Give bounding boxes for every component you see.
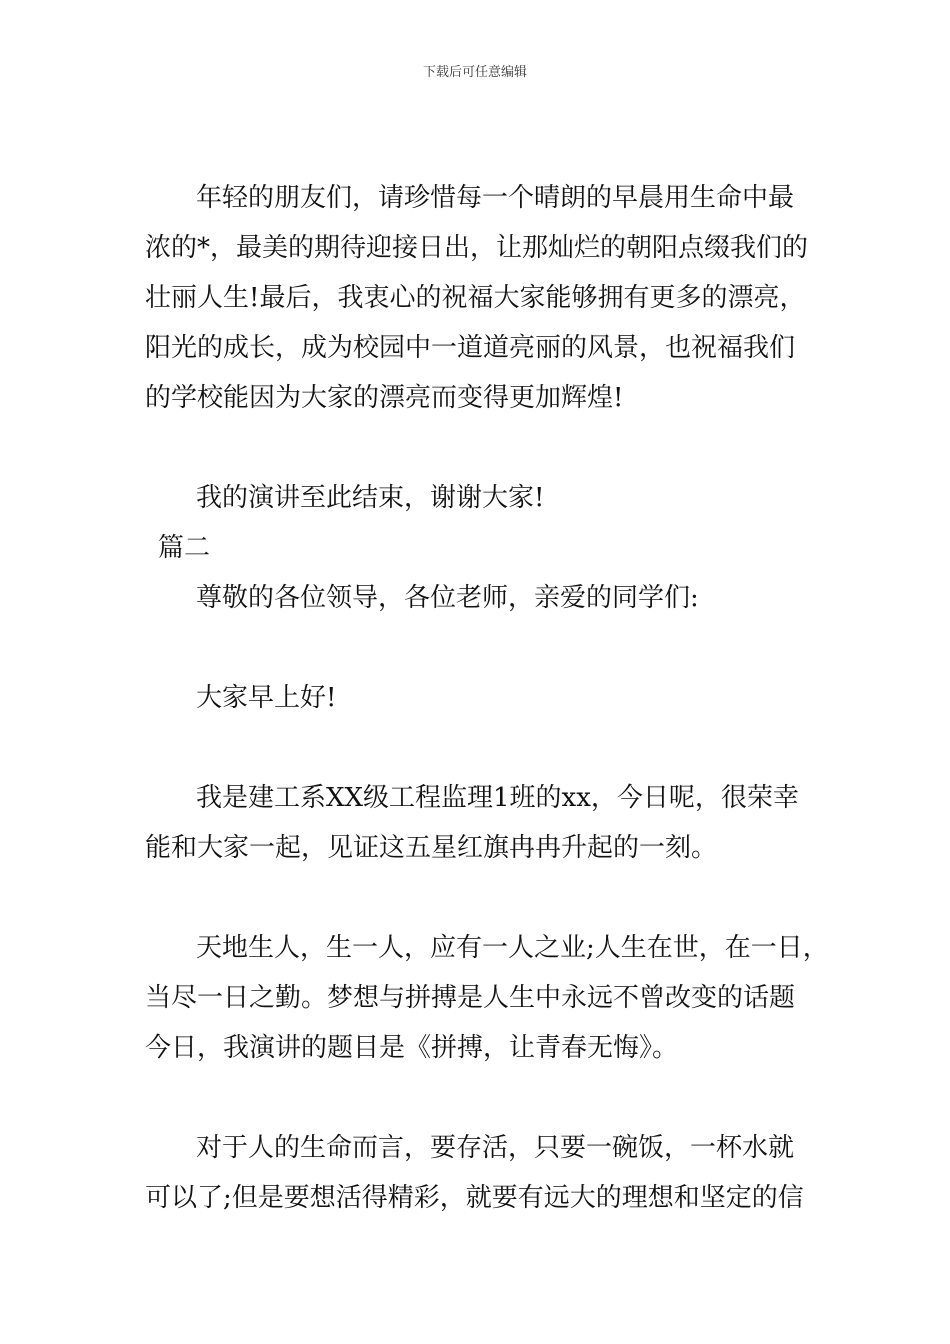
paragraph-line: 对于人的生命而言，要存活，只要一碗饭，一杯水就	[196, 1133, 795, 1163]
paragraph-line: 的学校能因为大家的漂亮而变得更加辉煌!	[145, 383, 624, 413]
salutation-line: 尊敬的各位领导，各位老师，亲爱的同学们:	[196, 583, 699, 613]
section-heading: 篇二	[158, 533, 211, 563]
paragraph-line: 年轻的朋友们，请珍惜每一个晴朗的早晨用生命中最	[196, 183, 795, 213]
paragraph-line: 壮丽人生!最后，我衷心的祝福大家能够拥有更多的漂亮，	[145, 283, 806, 313]
paragraph-line: 今日，我演讲的题目是《拼搏，让青春无悔》。	[145, 1033, 679, 1063]
greeting-line: 大家早上好!	[196, 683, 337, 713]
paragraph-line: 能和大家一起，见证这五星红旗冉冉升起的一刻。	[145, 833, 718, 863]
page-header: 下载后可任意编辑	[422, 65, 527, 80]
closing-line: 我的演讲至此结束，谢谢大家!	[196, 483, 545, 513]
paragraph-line: 天地生人，生一人，应有一人之业;人生在世，在一日，	[196, 933, 829, 963]
paragraph-line: 阳光的成长，成为校园中一道道亮丽的风景，也祝福我们	[145, 333, 796, 363]
paragraph-line: 浓的*，最美的期待迎接日出，让那灿烂的朝阳点缀我们的	[145, 233, 809, 263]
paragraph-line: 可以了;但是要想活得精彩，就要有远大的理想和坚定的信	[145, 1183, 804, 1213]
paragraph-line: 当尽一日之勤。梦想与拼搏是人生中永远不曾改变的话题	[145, 983, 796, 1013]
paragraph-line: 我是建工系XX级工程监理1班的xx，今日呢，很荣幸	[196, 783, 799, 813]
